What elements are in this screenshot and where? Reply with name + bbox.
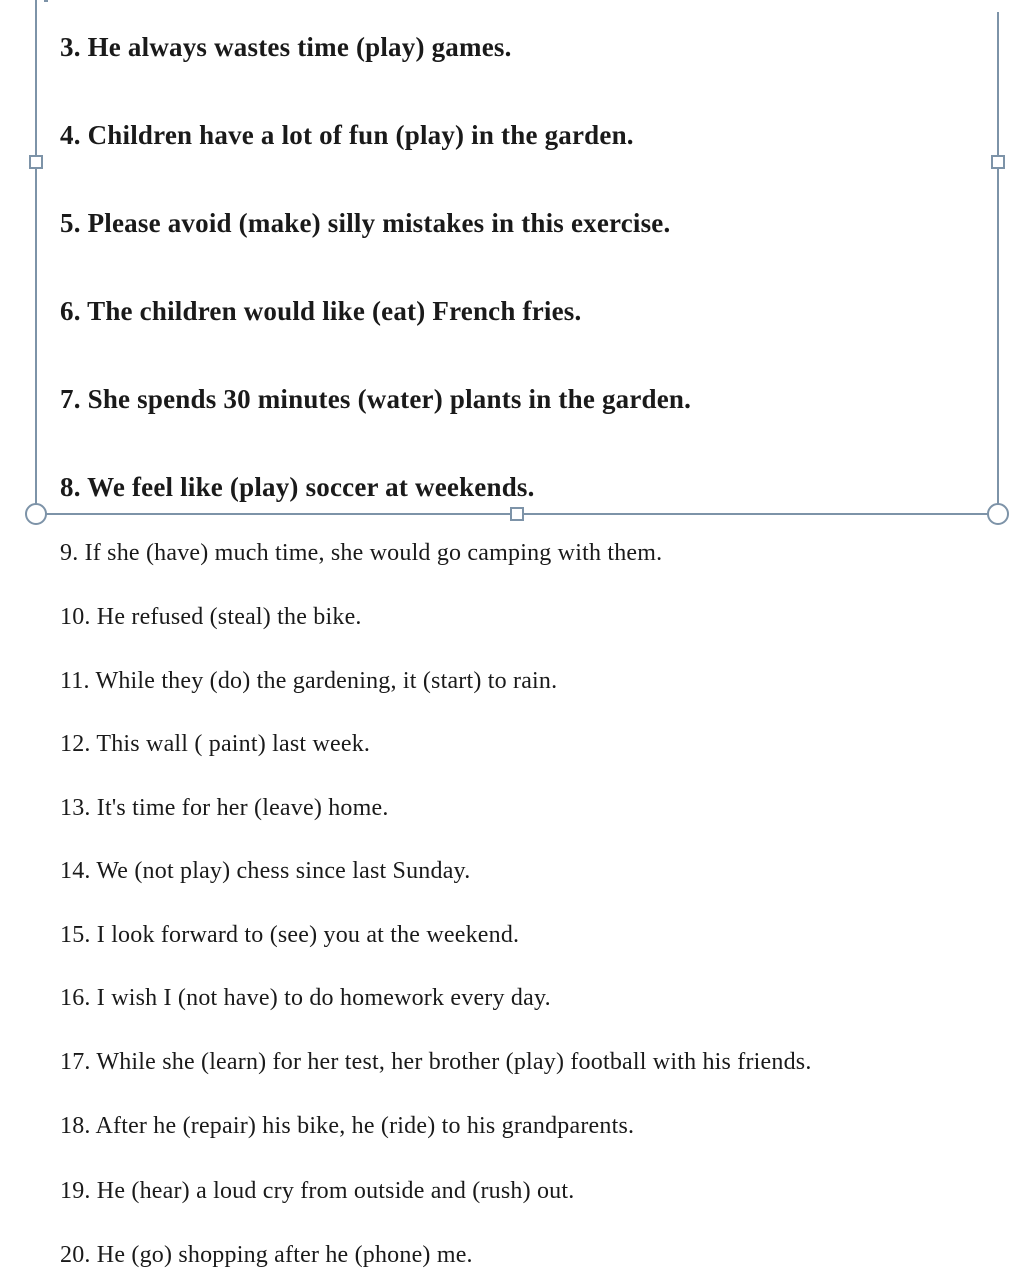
exercise-line: 15. I look forward to (see) you at the weekend.: [60, 922, 520, 948]
resize-handle-bottom-right-corner[interactable]: [987, 503, 1009, 525]
exercise-line: 7. She spends 30 minutes (water) plants in the garden.: [60, 384, 692, 414]
exercise-line: 12. This wall ( paint) last week.: [60, 731, 371, 757]
exercise-line: 8. We feel like (play) soccer at weekends.: [60, 472, 535, 502]
resize-handle-left-middle[interactable]: [29, 155, 43, 169]
resize-handle-bottom-left-corner[interactable]: [25, 503, 47, 525]
frame-corner-tick: [44, 0, 48, 2]
exercise-line: 4. Children have a lot of fun (play) in the garden.: [60, 120, 634, 150]
exercise-line: 9. If she (have) much time, she would go camping with them.: [60, 540, 663, 566]
resize-handle-bottom-middle[interactable]: [510, 507, 524, 521]
exercise-line: 18. After he (repair) his bike, he (ride) to his grandparents.: [60, 1113, 635, 1139]
exercise-line: 19. He (hear) a loud cry from outside and (rush) out.: [60, 1178, 575, 1204]
resize-handle-right-middle[interactable]: [991, 155, 1005, 169]
exercise-line: 11. While they (do) the gardening, it (start) to rain.: [60, 668, 558, 694]
exercise-line: 20. He (go) shopping after he (phone) me.: [60, 1242, 473, 1268]
text-box-left-edge: [35, 0, 37, 514]
text-box-right-edge: [997, 12, 999, 514]
exercise-line: 6. The children would like (eat) French fries.: [60, 296, 582, 326]
exercise-line: 3. He always wastes time (play) games.: [60, 32, 512, 62]
exercise-line: 10. He refused (steal) the bike.: [60, 604, 362, 630]
exercise-line: 17. While she (learn) for her test, her brother (play) football with his friends.: [60, 1049, 812, 1075]
exercise-line: 16. I wish I (not have) to do homework every day.: [60, 985, 551, 1011]
exercise-line: 13. It's time for her (leave) home.: [60, 795, 389, 821]
exercise-line: 5. Please avoid (make) silly mistakes in this exercise.: [60, 208, 671, 238]
exercise-line: 14. We (not play) chess since last Sunday.: [60, 858, 471, 884]
